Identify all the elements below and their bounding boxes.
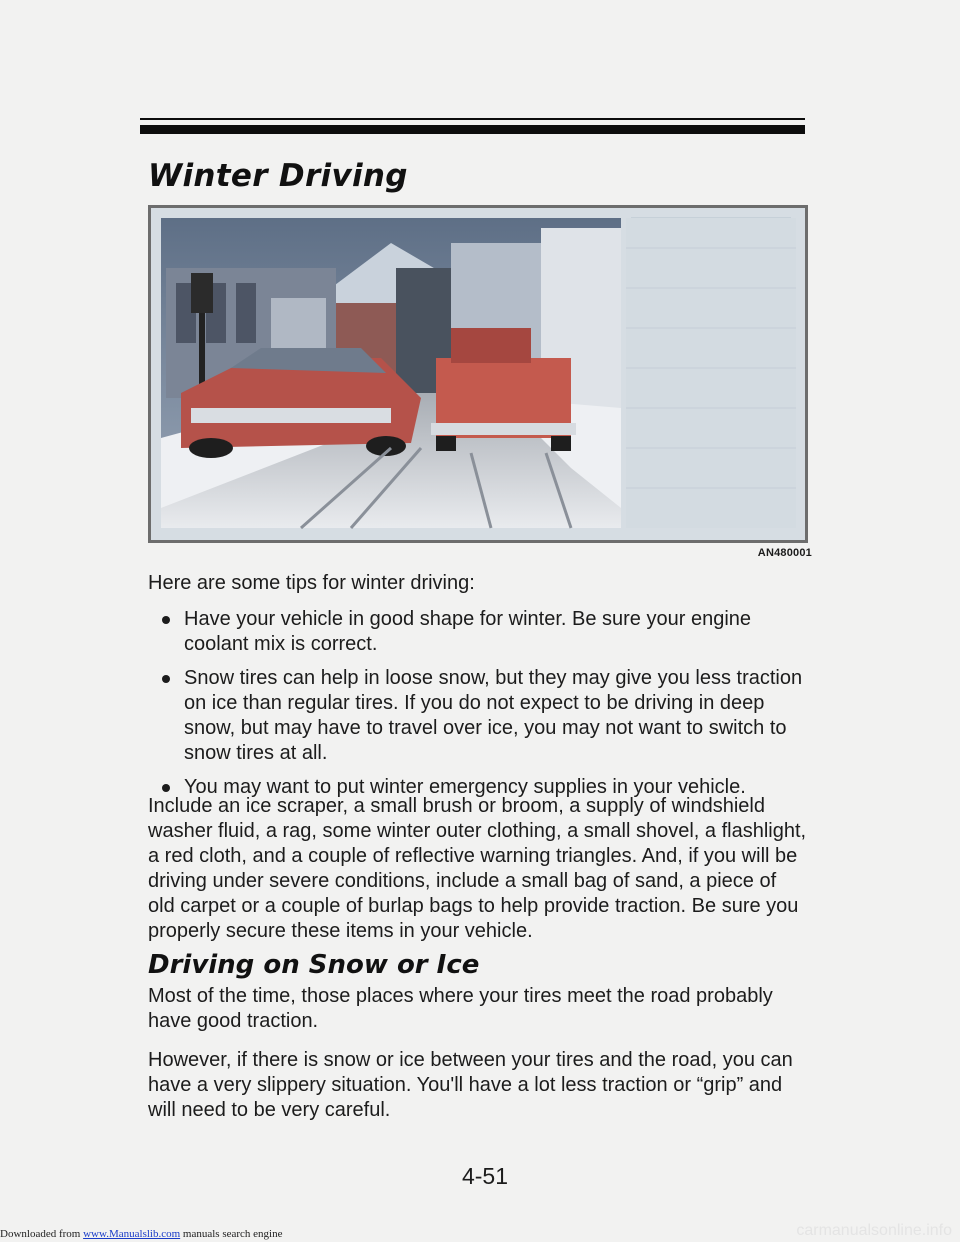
list-item: Snow tires can help in loose snow, but they may give you less traction on ice than regular tires. If you do not expect to be driving in deep snow, but may have to travel over ice, you may not want to switch to snow tires at all. [160, 666, 810, 766]
bullet-icon [162, 784, 170, 792]
supplies-paragraph: Include an ice scraper, a small brush or broom, a supply of windshield washer fluid, a rag, some winter outer clothing, a small shovel, a flashlight, a red cloth, and a couple of reflective warning triangles. And, if you will be driving under severe conditions, include a small bag of sand, a piece of old carpet or a couple of burlap bags to help provide traction. Be sure you properly secure these items in your vehicle. [148, 795, 807, 942]
intro-text: Here are some tips for winter driving: [148, 572, 475, 594]
slippery-paragraph: However, if there is snow or ice between your tires and the road, you can have a very slippery situation. You'll have a lot less traction or “grip” and will need to be very careful. [148, 1049, 793, 1121]
download-footer: Downloaded from www.Manualslib.com manuals search engine [0, 1228, 283, 1240]
illustration-graphic [151, 208, 805, 540]
bullet-icon [162, 616, 170, 624]
list-item: Have your vehicle in good shape for winter. Be sure your engine coolant mix is correct. [160, 607, 810, 657]
winter-street-illustration [148, 205, 808, 543]
section-heading: Driving on Snow or Ice [148, 950, 480, 980]
traction-paragraph: Most of the time, those places where your tires meet the road probably have good traction. [148, 985, 773, 1032]
header-rule [140, 125, 805, 134]
bullet-icon [162, 675, 170, 683]
manualslib-link[interactable]: www.Manualslib.com [83, 1228, 181, 1240]
page-number: 4-51 [461, 1163, 509, 1189]
list-item: You may want to put winter emergency supplies in your vehicle. [160, 775, 810, 800]
header-rule-thin [140, 118, 805, 120]
page-title: Winter Driving [148, 158, 408, 194]
watermark: carmanualsonline.info [796, 1222, 952, 1239]
figure-caption: AN480001 [757, 547, 812, 559]
tips-list [160, 607, 810, 809]
